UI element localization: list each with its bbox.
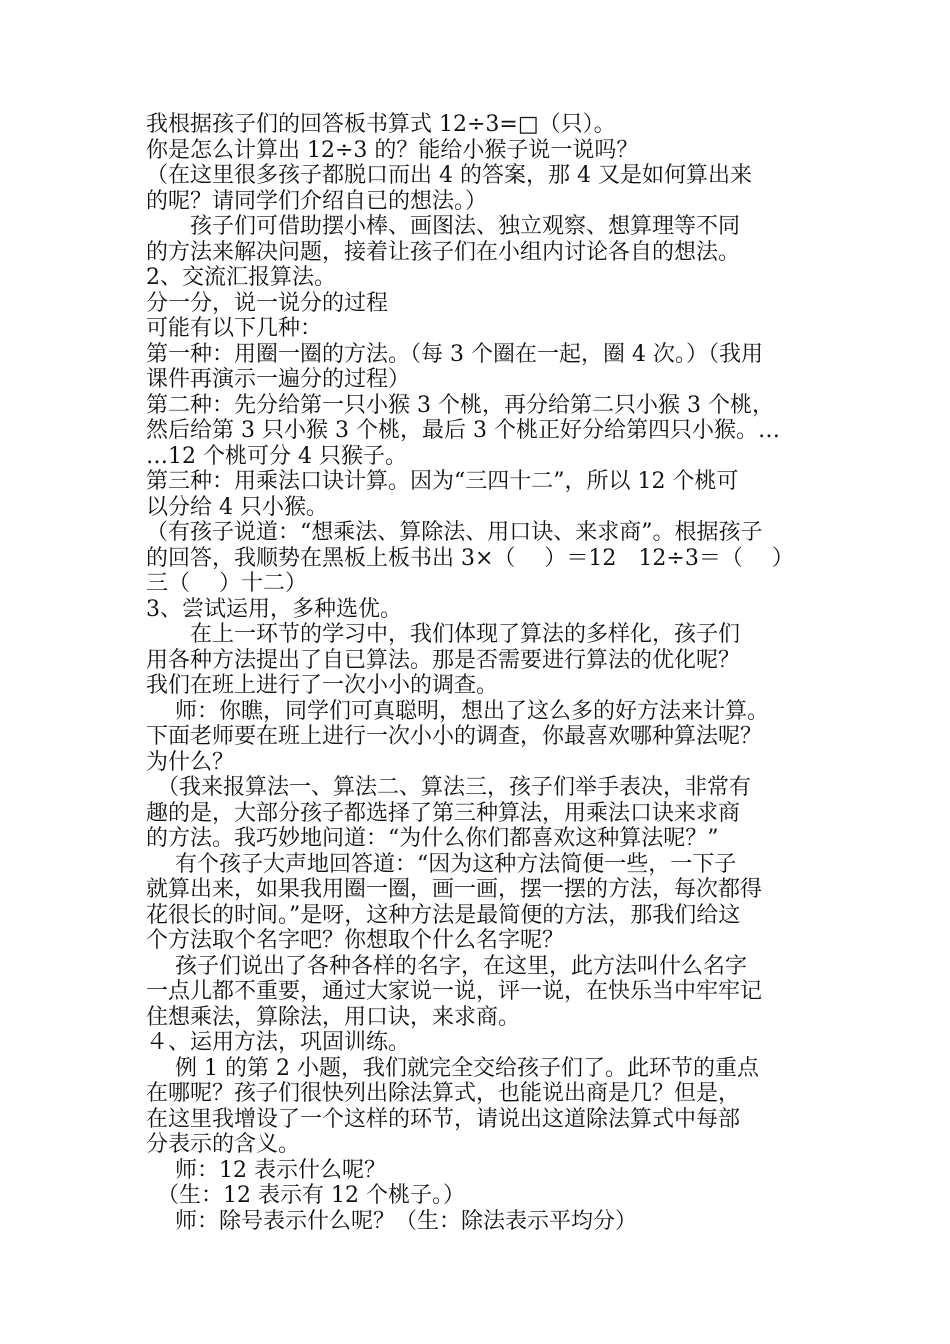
text-line: 第二种：先分给第一只小猴 3 个桃，再分给第二只小猴 3 个桃， <box>146 392 774 418</box>
text-line: 孩子们说出了各种各样的名字，在这里，此方法叫什么名字 <box>146 953 747 979</box>
section-heading: ４、运用方法，巩固训练。 <box>146 1030 411 1055</box>
text-line: 的呢？请同学们介绍自已的想法。） <box>146 188 488 214</box>
text-line: 第三种：用乘法口诀计算。因为“三四十二”，所以 12 个桃可 <box>146 469 739 494</box>
text-line: 个方法取个名字吧？你想取个什么名字呢？ <box>146 928 565 953</box>
text-line: 第一种：用圈一圈的方法。（每 3 个圈在一起，圈 4 次。）（我用 <box>146 341 763 367</box>
text-line: （有孩子说道：“想乘法、算除法、用口诀、来求商”。根据孩子 <box>146 520 763 545</box>
text-line: （生：12 表示有 12 个桃子。） <box>146 1183 465 1208</box>
text-line: 分一分，说一说分的过程 <box>146 290 389 316</box>
text-line: 花很长的时间。”是呀，这种方法是最简便的方法，那我们给这 <box>146 902 741 928</box>
text-line: 住想乘法，算除法，用口诀，来求商。 <box>146 1004 521 1030</box>
text-line: 孩子们可借助摆小棒、画图法、独立观察、想算理等不同 <box>146 214 741 239</box>
text-line: 在上一环节的学习中，我们体现了算法的多样化，孩子们 <box>146 622 741 647</box>
text-line: 我根据孩子们的回答板书算式 12÷3=□（只）。 <box>146 112 616 137</box>
section-heading: 3、尝试运用，多种选优。 <box>146 596 402 622</box>
text-line: （我来报算法一、算法二、算法三，孩子们举手表决，非常有 <box>146 775 752 800</box>
text-line: 用各种方法提出了自已算法。那是否需要进行算法的优化呢？ <box>146 647 741 673</box>
document-body <box>146 112 826 1234</box>
text-line: 的方法来解决问题，接着让孩子们在小组内讨论各自的想法。 <box>146 239 741 265</box>
text-line: 例 1 的第 2 小题，我们就完全交给孩子们了。此环节的重点 <box>146 1055 759 1081</box>
text-line: 分表示的含义。 <box>146 1132 301 1157</box>
text-line: 为什么？ <box>146 749 235 775</box>
text-line: 师：你瞧，同学们可真聪明，想出了这么多的好方法来计算。 <box>146 698 769 724</box>
text-line: 师：除号表示什么呢？（生：除法表示平均分） <box>146 1208 637 1234</box>
text-line: 的回答，我顺势在黑板上板书出 3×（ ）＝12 12÷3＝（ ） <box>146 545 794 571</box>
text-line: 趣的是，大部分孩子都选择了第三种算法，用乘法口诀来求商 <box>146 800 741 826</box>
text-line: …12 个桃可分 4 只猴子。 <box>146 443 407 469</box>
text-line: 就算出来，如果我用圈一圈，画一画，摆一摆的方法，每次都得 <box>146 877 763 902</box>
text-line: 三（ ）十二） <box>146 571 307 596</box>
text-line: 可能有以下几种： <box>146 316 323 341</box>
text-line: 有个孩子大声地回答道：“因为这种方法简便一些，一下子 <box>146 851 737 877</box>
text-line: 在这里我增设了一个这样的环节，请说出这道除法算式中每部 <box>146 1106 741 1132</box>
text-line: 我们在班上进行了一次小小的调查。 <box>146 673 499 698</box>
text-line: （在这里很多孩子都脱口而出 4 的答案，那 4 又是如何算出来 <box>146 163 752 188</box>
text-line: 下面老师要在班上进行一次小小的调查，你最喜欢哪种算法呢？ <box>146 724 763 749</box>
text-line: 在哪呢？孩子们很快列出除法算式，也能说出商是几？但是， <box>146 1081 741 1106</box>
section-heading: 2、交流汇报算法。 <box>146 265 336 290</box>
text-line: 的方法。我巧妙地问道：“为什么你们都喜欢这种算法呢？” <box>146 826 719 851</box>
text-line: 课件再演示一遍分的过程） <box>146 367 411 392</box>
text-line: 你是怎么计算出 12÷3 的？能给小猴子说一说吗？ <box>146 137 639 163</box>
text-line: 以分给 4 只小猴。 <box>146 494 328 520</box>
text-line: 然后给第 3 只小猴 3 个桃，最后 3 个桃正好分给第四只小猴。… <box>146 418 780 443</box>
text-line: 一点儿都不重要，通过大家说一说，评一说，在快乐当中牢牢记 <box>146 979 763 1004</box>
text-line: 师：12 表示什么呢？ <box>146 1157 386 1183</box>
